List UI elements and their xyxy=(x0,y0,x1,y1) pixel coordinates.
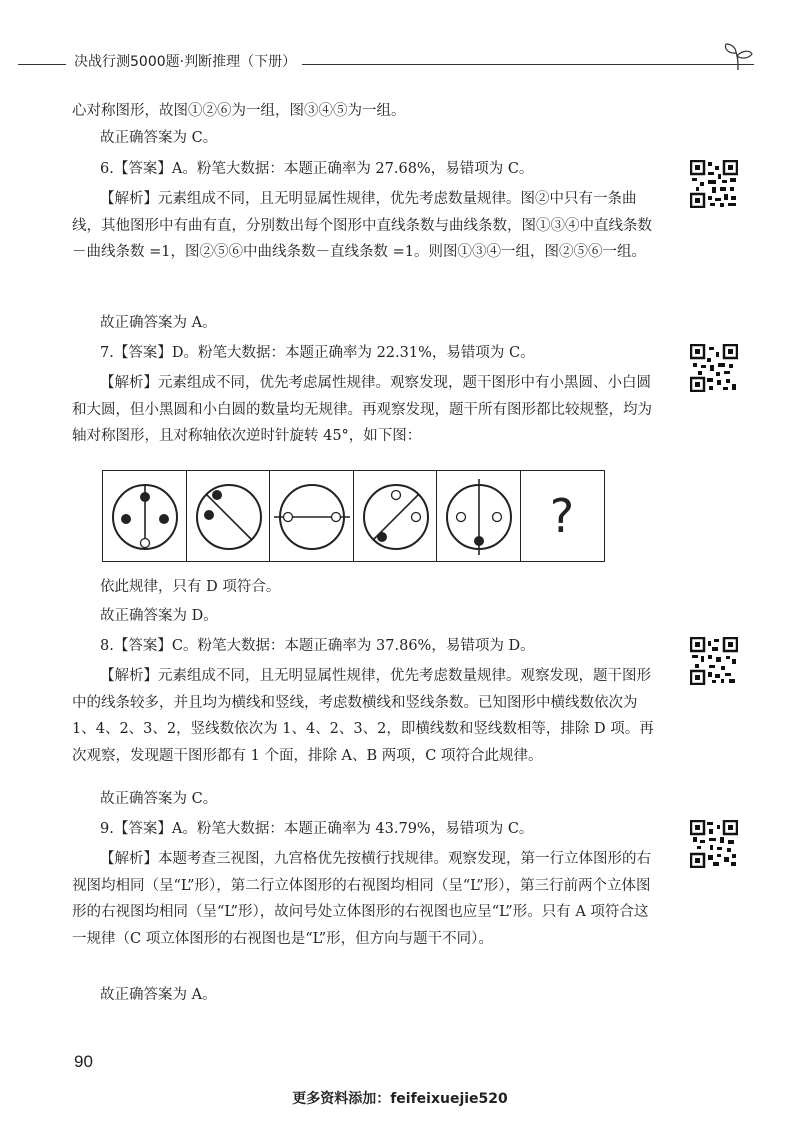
figure-cell-4 xyxy=(353,470,438,562)
q6-answer-text: 【答案】A。粉笔大数据：本题正确率为 27.68%，易错项为 C。 xyxy=(113,161,534,177)
q6-conclusion: 故正确答案为 A。 xyxy=(100,315,217,331)
q8-conclusion: 故正确答案为 C。 xyxy=(100,791,218,807)
qr-code-q6[interactable] xyxy=(690,160,738,208)
q9-answer xyxy=(72,816,658,843)
leaf-icon xyxy=(720,42,756,76)
q9-answer-text: 【答案】A。粉笔大数据：本题正确率为 43.79%，易错项为 C。 xyxy=(113,821,534,837)
answer-line-q5: 故正确答案为 C。 xyxy=(100,130,218,146)
q8-number: 8. xyxy=(100,638,114,654)
q7-answer xyxy=(72,340,658,367)
q8-answer xyxy=(72,633,658,660)
running-header xyxy=(18,42,782,76)
figure-cell-1 xyxy=(102,470,187,562)
figure-cell-question xyxy=(520,470,605,562)
q9-number: 9. xyxy=(100,821,114,837)
q8-analysis: 【解析】元素组成不同，且无明显属性规律，优先考虑数量规律。观察发现，题干图形中的线条较多，并且均为横线和竖线，考虑数横线和竖线条数。已知图形中横线数依次为 1、4、2、3、2，竖线数依次为 1、4、2、3、2，即横线数和竖线数相等，排除 D 项。再次观察，发现题干图形都有 1 个面，排除 A、B 两项，C 项符合此规律。 xyxy=(72,668,654,764)
qr-code-q8[interactable] xyxy=(690,637,738,685)
qr-code-q7[interactable] xyxy=(690,344,738,392)
symmetry-figure-row xyxy=(102,470,612,562)
header-rule-left xyxy=(18,64,66,65)
footer-contact: 更多资料添加：feifeixuejie520 xyxy=(292,1091,508,1107)
q7-conclusion: 故正确答案为 D。 xyxy=(100,608,218,624)
q9-conclusion: 故正确答案为 A。 xyxy=(100,987,217,1003)
q8-answer-text: 【答案】C。粉笔大数据：本题正确率为 37.86%，易错项为 D。 xyxy=(113,638,535,654)
q6-number: 6. xyxy=(100,161,114,177)
question-mark: ? xyxy=(549,489,575,543)
q7-answer-text: 【答案】D。粉笔大数据：本题正确率为 22.31%，易错项为 C。 xyxy=(113,345,535,361)
q9-analysis: 【解析】本题考查三视图，九宫格优先按横行找规律。观察发现，第一行立体图形的右视图均相同（呈“L”形），第二行立体图形的右视图均相同（呈“L”形），第三行前两个立体图形的右视图均相同（呈“L”形），故问号处立体图形的右视图也应呈“L”形。只有 A 项符合这一规律（C 项立体图形的右视图也是“L”形，但方向与题干不同）。 xyxy=(72,851,651,947)
header-rule-right xyxy=(302,64,754,65)
q7-rule-statement: 依此规律，只有 D 项符合。 xyxy=(100,579,281,595)
page-number: 90 xyxy=(74,1052,93,1071)
q7-analysis: 【解析】元素组成不同，优先考虑属性规律。观察发现，题干图形中有小黑圆、小白圆和大圆，但小黑圆和小白圆的数量均无规律。再观察发现，题干所有图形都比较规整，均为轴对称图形，且对称轴依次逆时针旋转 45°，如下图： xyxy=(72,375,652,444)
paragraph-continuation: 心对称图形，故图①②⑥为一组，图③④⑤为一组。 xyxy=(72,103,406,119)
qr-code-q9[interactable] xyxy=(690,820,738,868)
figure-cell-3 xyxy=(269,470,354,562)
book-title: 决战行测5000题·判断推理（下册） xyxy=(74,54,297,70)
figure-cell-2 xyxy=(186,470,271,562)
q6-analysis: 【解析】元素组成不同，且无明显属性规律，优先考虑数量规律。图②中只有一条曲线，其他图形中有曲有直，分别数出每个图形中直线条数与曲线条数，图①③④中直线条数－曲线条数 =1，图②⑤⑥中曲线条数－直线条数 =1。则图①③④一组，图②⑤⑥一组。 xyxy=(72,191,652,260)
figure-cell-5 xyxy=(436,470,521,562)
q7-number: 7. xyxy=(100,345,114,361)
q6-answer xyxy=(72,156,658,183)
